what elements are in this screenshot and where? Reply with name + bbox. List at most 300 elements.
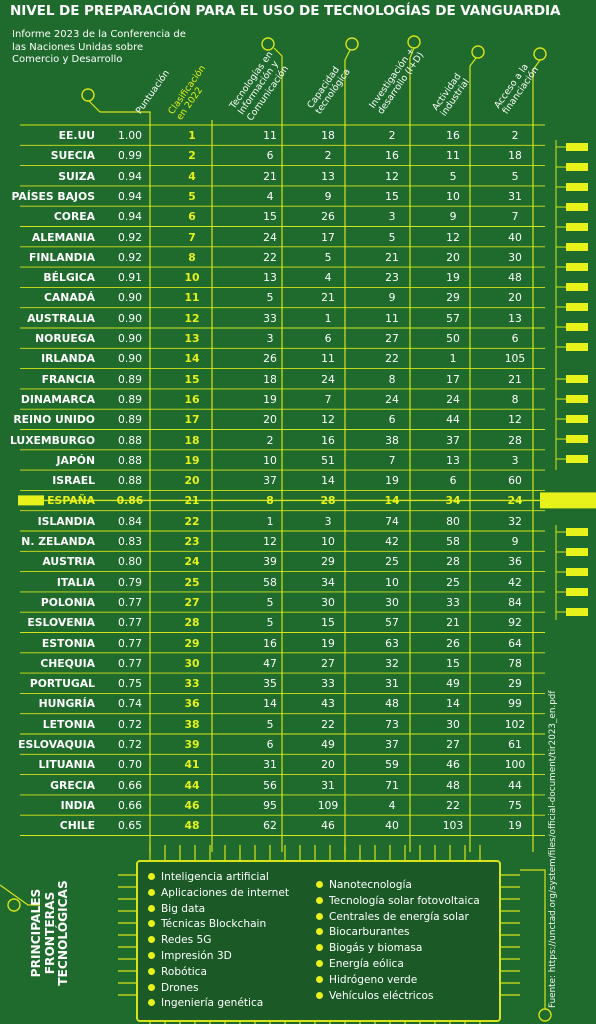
- bullet-icon: [316, 928, 323, 935]
- cell-skills: 17: [321, 230, 335, 244]
- connector-pin: [566, 323, 588, 331]
- cell-industry: 22: [446, 798, 460, 812]
- cell-score: 0.88: [117, 474, 143, 488]
- cell-ict: 20: [263, 413, 277, 427]
- cell-score: 0.83: [117, 535, 143, 548]
- table-row: [0, 370, 560, 390]
- cell-skills: 11: [321, 352, 335, 366]
- cell-rd: 71: [385, 778, 399, 792]
- table-row: [0, 390, 560, 410]
- cell-rank: 4: [188, 169, 196, 183]
- frontier-item: [148, 949, 289, 965]
- frontier-label: Redes 5G: [161, 934, 212, 947]
- cell-skills: 34: [321, 575, 335, 589]
- cell-finance: 31: [508, 189, 522, 203]
- cell-finance: 6: [511, 332, 519, 345]
- connector-pin: [566, 343, 588, 351]
- table-row: [0, 451, 560, 471]
- cell-ict: 39: [263, 555, 277, 569]
- frontier-label: Hidrógeno verde: [329, 973, 418, 986]
- connector-pin: [566, 183, 588, 191]
- cell-finance: 21: [508, 372, 522, 386]
- cell-skills: 18: [321, 129, 335, 142]
- cell-industry: 15: [446, 656, 460, 670]
- connector-pin: [566, 548, 588, 556]
- frontier-item: [316, 925, 480, 941]
- bullet-icon: [148, 889, 155, 896]
- frontiers-list-right: [316, 878, 480, 1004]
- cell-industry: 34: [445, 494, 461, 508]
- cell-ict: 15: [263, 210, 277, 224]
- cell-rd: 30: [385, 595, 399, 609]
- cell-rank: 27: [184, 595, 200, 609]
- circuit-node-icon: [346, 38, 358, 50]
- cell-ict: 19: [263, 392, 277, 406]
- cell-industry: 14: [446, 697, 460, 711]
- table-row: [0, 552, 560, 572]
- cell-score: 0.75: [117, 677, 143, 691]
- cell-rd: 31: [385, 677, 399, 691]
- cell-rd: 42: [385, 535, 399, 548]
- cell-industry: 20: [446, 250, 460, 264]
- cell-industry: 24: [446, 392, 460, 406]
- cell-score: 0.89: [117, 372, 143, 386]
- cell-country: ALEMANIA: [31, 230, 95, 244]
- table-row: [0, 248, 560, 268]
- cell-country: INDIA: [60, 798, 95, 812]
- cell-skills: 30: [321, 595, 335, 609]
- cell-score: 0.88: [117, 433, 143, 447]
- cell-country: SUIZA: [58, 169, 95, 183]
- cell-skills: 2: [324, 149, 332, 163]
- cell-industry: 19: [446, 271, 460, 285]
- bullet-icon: [316, 944, 323, 951]
- cell-skills: 4: [324, 271, 332, 285]
- cell-industry: 16: [446, 129, 460, 142]
- circuit-node-icon: [82, 89, 94, 101]
- connector-pin: [566, 455, 588, 463]
- cell-skills: 22: [321, 717, 335, 731]
- cell-score: 0.72: [117, 738, 143, 751]
- frontier-label: Centrales de energía solar: [329, 910, 469, 923]
- frontier-item: [148, 996, 289, 1012]
- cell-ict: 11: [263, 129, 277, 142]
- frontier-label: Biocarburantes: [329, 926, 410, 939]
- cell-ict: 56: [263, 778, 277, 792]
- cell-rd: 23: [385, 271, 399, 285]
- table-row: [0, 512, 560, 532]
- frontier-label: Aplicaciones de internet: [161, 886, 290, 899]
- frontier-item: [148, 902, 289, 918]
- col-header-finance: Acceso a la financiación: [492, 61, 542, 117]
- cell-score: 0.66: [117, 798, 143, 812]
- cell-score: 0.90: [117, 291, 143, 305]
- cell-country: SUECIA: [50, 149, 95, 163]
- cell-rank: 5: [188, 189, 196, 203]
- col-header-industry: Actividad industrial: [430, 71, 473, 119]
- cell-score: 0.77: [117, 636, 143, 650]
- cell-score: 0.79: [117, 575, 143, 589]
- cell-rd: 63: [385, 636, 399, 650]
- cell-rank: 22: [184, 514, 200, 528]
- cell-score: 1.00: [117, 129, 143, 142]
- cell-industry: 17: [446, 372, 460, 386]
- source-note: Fuente: https://unctad.org/system/files/official-document/tir2023_en.pdf: [548, 690, 558, 1008]
- table-row: [0, 349, 560, 369]
- connector-pin: [566, 568, 588, 576]
- frontier-item: [316, 910, 480, 926]
- cell-ict: 31: [263, 758, 277, 772]
- circuit-node-icon: [472, 46, 484, 58]
- cell-finance: 30: [508, 250, 522, 264]
- cell-finance: 78: [508, 656, 522, 670]
- frontier-item: [148, 965, 289, 981]
- table-row: [0, 228, 560, 248]
- table-row: [0, 715, 560, 735]
- cell-score: 0.90: [117, 332, 143, 345]
- cell-ict: 13: [263, 271, 277, 285]
- cell-rd: 5: [388, 230, 396, 244]
- cell-rd: 4: [388, 798, 396, 812]
- cell-finance: 60: [508, 474, 522, 488]
- cell-country: ESLOVAQUIA: [18, 738, 95, 751]
- cell-country: GRECIA: [50, 778, 95, 792]
- cell-industry: 58: [446, 535, 460, 548]
- table-row: [0, 796, 560, 816]
- connector-pin: [566, 608, 588, 616]
- cell-rd: 73: [385, 717, 399, 731]
- cell-skills: 10: [321, 535, 335, 548]
- cell-rank: 19: [184, 453, 200, 467]
- cell-rd: 14: [384, 494, 400, 508]
- cell-rd: 32: [385, 656, 399, 670]
- cell-rank: 10: [184, 271, 200, 285]
- table-row: [0, 776, 560, 796]
- cell-country: AUSTRIA: [42, 555, 95, 569]
- cell-country: AUSTRALIA: [27, 311, 95, 325]
- cell-ict: 2: [266, 433, 274, 447]
- cell-finance: 36: [508, 555, 522, 569]
- cell-country: EE.UU: [58, 129, 95, 142]
- cell-finance: 61: [508, 738, 522, 751]
- cell-country: LUXEMBURGO: [9, 433, 95, 447]
- bullet-icon: [316, 913, 323, 920]
- cell-country: ESLOVENIA: [27, 616, 95, 630]
- connector-pin: [566, 243, 588, 251]
- connector-pin: [566, 263, 588, 271]
- connector-pin: [566, 375, 588, 383]
- cell-industry: 28: [446, 555, 460, 569]
- cell-ict: 21: [263, 169, 277, 183]
- cell-rank: 48: [184, 819, 200, 833]
- cell-finance: 102: [504, 717, 526, 731]
- bullet-icon: [316, 897, 323, 904]
- page-title: NIVEL DE PREPARACIÓN PARA EL USO DE TECNOLOGÍAS DE VANGUARDIA: [10, 3, 561, 19]
- cell-skills: 12: [321, 413, 335, 427]
- cell-country: BÉLGICA: [43, 271, 95, 285]
- cell-skills: 43: [321, 697, 335, 711]
- cell-ict: 14: [263, 697, 277, 711]
- cell-ict: 95: [263, 798, 277, 812]
- cell-industry: 50: [446, 332, 460, 345]
- connector-pin: [566, 223, 588, 231]
- cell-score: 0.77: [117, 616, 143, 630]
- cell-rd: 15: [385, 189, 399, 203]
- cell-rank: 39: [184, 738, 200, 751]
- cell-score: 0.92: [117, 230, 143, 244]
- frontier-label: Ingeniería genética: [161, 997, 264, 1010]
- cell-finance: 64: [508, 636, 522, 650]
- cell-rank: 13: [184, 332, 200, 345]
- cell-rank: 12: [184, 311, 200, 325]
- cell-score: 0.80: [117, 555, 143, 569]
- cell-rank: 46: [184, 798, 200, 812]
- cell-country: CANADÁ: [44, 291, 95, 305]
- cell-skills: 21: [321, 291, 335, 305]
- cell-country: N. ZELANDA: [21, 535, 95, 548]
- cell-country: REINO UNIDO: [13, 413, 95, 427]
- cell-rd: 40: [385, 819, 399, 833]
- connector-pin: [566, 395, 588, 403]
- cell-skills: 5: [324, 250, 332, 264]
- table-row: [0, 573, 560, 593]
- cell-industry: 44: [446, 413, 460, 427]
- cell-rank: 16: [184, 392, 200, 406]
- cell-country: ESPAÑA: [47, 494, 95, 508]
- cell-rank: 14: [184, 352, 200, 366]
- frontiers-chip: [136, 860, 501, 1022]
- cell-rank: 38: [184, 717, 200, 731]
- cell-skills: 15: [321, 616, 335, 630]
- cell-finance: 29: [508, 677, 522, 691]
- cell-country: CHILE: [59, 819, 95, 833]
- cell-rd: 2: [388, 129, 396, 142]
- connector-pin: [566, 203, 588, 211]
- cell-score: 0.70: [117, 758, 143, 772]
- circuit-node-icon: [539, 1009, 551, 1021]
- cell-score: 0.88: [117, 453, 143, 467]
- cell-rd: 25: [385, 555, 399, 569]
- cell-industry: 12: [446, 230, 460, 244]
- cell-skills: 13: [321, 169, 335, 183]
- cell-score: 0.94: [117, 169, 143, 183]
- cell-industry: 11: [446, 149, 460, 163]
- table-row: [0, 694, 560, 714]
- table-row: [0, 431, 560, 451]
- cell-rank: 18: [184, 433, 200, 447]
- cell-finance: 99: [508, 697, 522, 711]
- cell-ict: 37: [263, 474, 277, 488]
- cell-ict: 58: [263, 575, 277, 589]
- cell-score: 0.90: [117, 352, 143, 366]
- cell-skills: 14: [321, 474, 335, 488]
- frontier-label: Inteligencia artificial: [161, 871, 269, 883]
- cell-rd: 21: [385, 250, 399, 264]
- bullet-icon: [148, 999, 155, 1006]
- cell-rank: 11: [184, 291, 200, 305]
- cell-skills: 9: [324, 189, 332, 203]
- cell-rank: 20: [184, 474, 200, 488]
- table-row: [0, 654, 560, 674]
- frontier-item: [148, 870, 289, 886]
- cell-finance: 9: [511, 535, 519, 548]
- cell-finance: 40: [508, 230, 522, 244]
- cell-score: 0.92: [117, 250, 143, 264]
- cell-finance: 24: [507, 494, 523, 508]
- cell-industry: 10: [446, 189, 460, 203]
- cell-industry: 49: [446, 677, 460, 691]
- cell-industry: 27: [446, 738, 460, 751]
- cell-industry: 6: [449, 474, 457, 488]
- cell-country: ISRAEL: [52, 474, 95, 488]
- cell-rd: 8: [388, 372, 396, 386]
- cell-rd: 19: [385, 474, 399, 488]
- cell-skills: 51: [321, 453, 335, 467]
- frontiers-title: PRINCIPALES FRONTERAS TECNOLÓGICAS: [29, 880, 70, 986]
- frontier-label: Nanotecnología: [329, 879, 412, 891]
- cell-rd: 11: [385, 311, 399, 325]
- bullet-icon: [148, 936, 155, 943]
- cell-rd: 9: [388, 291, 396, 305]
- cell-ict: 4: [266, 189, 274, 203]
- frontier-item: [316, 941, 480, 957]
- cell-industry: 1: [449, 352, 457, 366]
- cell-country: FRANCIA: [41, 372, 95, 386]
- frontier-item: [148, 917, 289, 933]
- cell-finance: 75: [508, 798, 522, 812]
- frontier-label: Biogás y biomasa: [329, 942, 423, 955]
- cell-skills: 19: [321, 636, 335, 650]
- cell-country: ISLANDIA: [37, 514, 95, 528]
- cell-rd: 24: [385, 392, 399, 406]
- cell-ict: 6: [266, 738, 274, 751]
- cell-finance: 32: [508, 514, 522, 528]
- frontier-label: Drones: [161, 981, 199, 994]
- frontier-item: [148, 933, 289, 949]
- cell-ict: 24: [263, 230, 277, 244]
- cell-rd: 16: [385, 149, 399, 163]
- cell-rank: 23: [184, 535, 200, 548]
- cell-industry: 103: [442, 819, 464, 833]
- table-row: [0, 634, 560, 654]
- table-row: [0, 532, 560, 552]
- cell-finance: 12: [508, 413, 522, 427]
- connector-pin: [566, 588, 588, 596]
- cell-score: 0.94: [117, 210, 143, 224]
- table-row: [0, 146, 560, 166]
- cell-country: COREA: [53, 210, 95, 224]
- bullet-icon: [148, 905, 155, 912]
- cell-ict: 26: [263, 352, 277, 366]
- cell-ict: 12: [263, 535, 277, 548]
- cell-country: JAPÓN: [56, 453, 95, 467]
- cell-rank: 44: [184, 778, 200, 792]
- cell-country: ITALIA: [56, 575, 95, 589]
- cell-country: FINLANDIA: [28, 250, 95, 264]
- cell-rank: 6: [188, 210, 196, 224]
- cell-finance: 19: [508, 819, 522, 833]
- cell-rd: 3: [388, 210, 396, 224]
- cell-score: 0.77: [117, 595, 143, 609]
- cell-rank: 21: [184, 494, 200, 508]
- cell-skills: 24: [321, 372, 335, 386]
- bullet-icon: [148, 920, 155, 927]
- subtitle: Informe 2023 de la Conferencia de las Naciones Unidas sobre Comercio y Desarrollo: [12, 29, 186, 65]
- cell-finance: 8: [511, 392, 519, 406]
- table-row: [0, 268, 560, 288]
- cell-rank: 30: [184, 656, 200, 670]
- cell-skills: 1: [324, 311, 332, 325]
- cell-industry: 5: [449, 169, 457, 183]
- cell-rank: 24: [184, 555, 200, 569]
- table-row: [0, 755, 560, 775]
- cell-rank: 29: [184, 636, 200, 650]
- cell-country: LETONIA: [42, 717, 95, 731]
- cell-industry: 46: [446, 758, 460, 772]
- frontier-label: Tecnología solar fotovoltaica: [329, 894, 480, 907]
- cell-ict: 6: [266, 149, 274, 163]
- table-row: [0, 410, 560, 430]
- cell-finance: 20: [508, 291, 522, 305]
- frontier-item: [316, 894, 480, 910]
- cell-score: 0.66: [117, 778, 143, 792]
- cell-score: 0.74: [117, 697, 143, 711]
- cell-ict: 3: [266, 332, 274, 345]
- cell-country: POLONIA: [40, 595, 95, 609]
- circuit-node-icon: [8, 899, 20, 911]
- cell-industry: 57: [446, 311, 460, 325]
- cell-country: DINAMARCA: [20, 392, 95, 406]
- cell-country: HUNGRÍA: [38, 697, 95, 711]
- cell-skills: 7: [324, 392, 332, 406]
- cell-finance: 18: [508, 149, 522, 163]
- bullet-icon: [148, 968, 155, 975]
- table-row: [0, 491, 560, 511]
- cell-ict: 62: [263, 819, 277, 833]
- frontier-label: Energía eólica: [329, 957, 404, 970]
- cell-rank: 17: [184, 413, 200, 427]
- cell-finance: 100: [504, 758, 526, 772]
- bullet-icon: [148, 873, 155, 880]
- cell-score: 0.86: [116, 494, 144, 508]
- cell-skills: 20: [321, 758, 335, 772]
- cell-rd: 59: [385, 758, 399, 772]
- cell-rank: 7: [188, 230, 196, 244]
- cell-finance: 3: [511, 453, 519, 467]
- table-row: [0, 816, 560, 836]
- col-header-skills: Capacidad tecnológica: [305, 64, 354, 117]
- cell-ict: 5: [266, 595, 274, 609]
- col-header-ict: Tecnologías en Información y Comunicación: [227, 49, 291, 123]
- cell-finance: 48: [508, 271, 522, 285]
- cell-score: 0.89: [117, 392, 143, 406]
- frontier-label: Impresión 3D: [161, 949, 232, 962]
- bullet-icon: [316, 960, 323, 967]
- cell-finance: 44: [508, 778, 522, 792]
- bullet-icon: [316, 976, 323, 983]
- cell-rank: 28: [184, 616, 200, 630]
- cell-country: NORUEGA: [35, 332, 95, 345]
- bullet-icon: [316, 992, 323, 999]
- cell-rd: 10: [385, 575, 399, 589]
- cell-finance: 105: [504, 352, 526, 366]
- connector-pin: [566, 415, 588, 423]
- col-header-rank: Clasificación en 2022: [166, 63, 209, 123]
- frontier-item: [316, 878, 480, 894]
- cell-rank: 25: [184, 575, 200, 589]
- cell-rd: 48: [385, 697, 399, 711]
- cell-country: IRLANDA: [41, 352, 95, 366]
